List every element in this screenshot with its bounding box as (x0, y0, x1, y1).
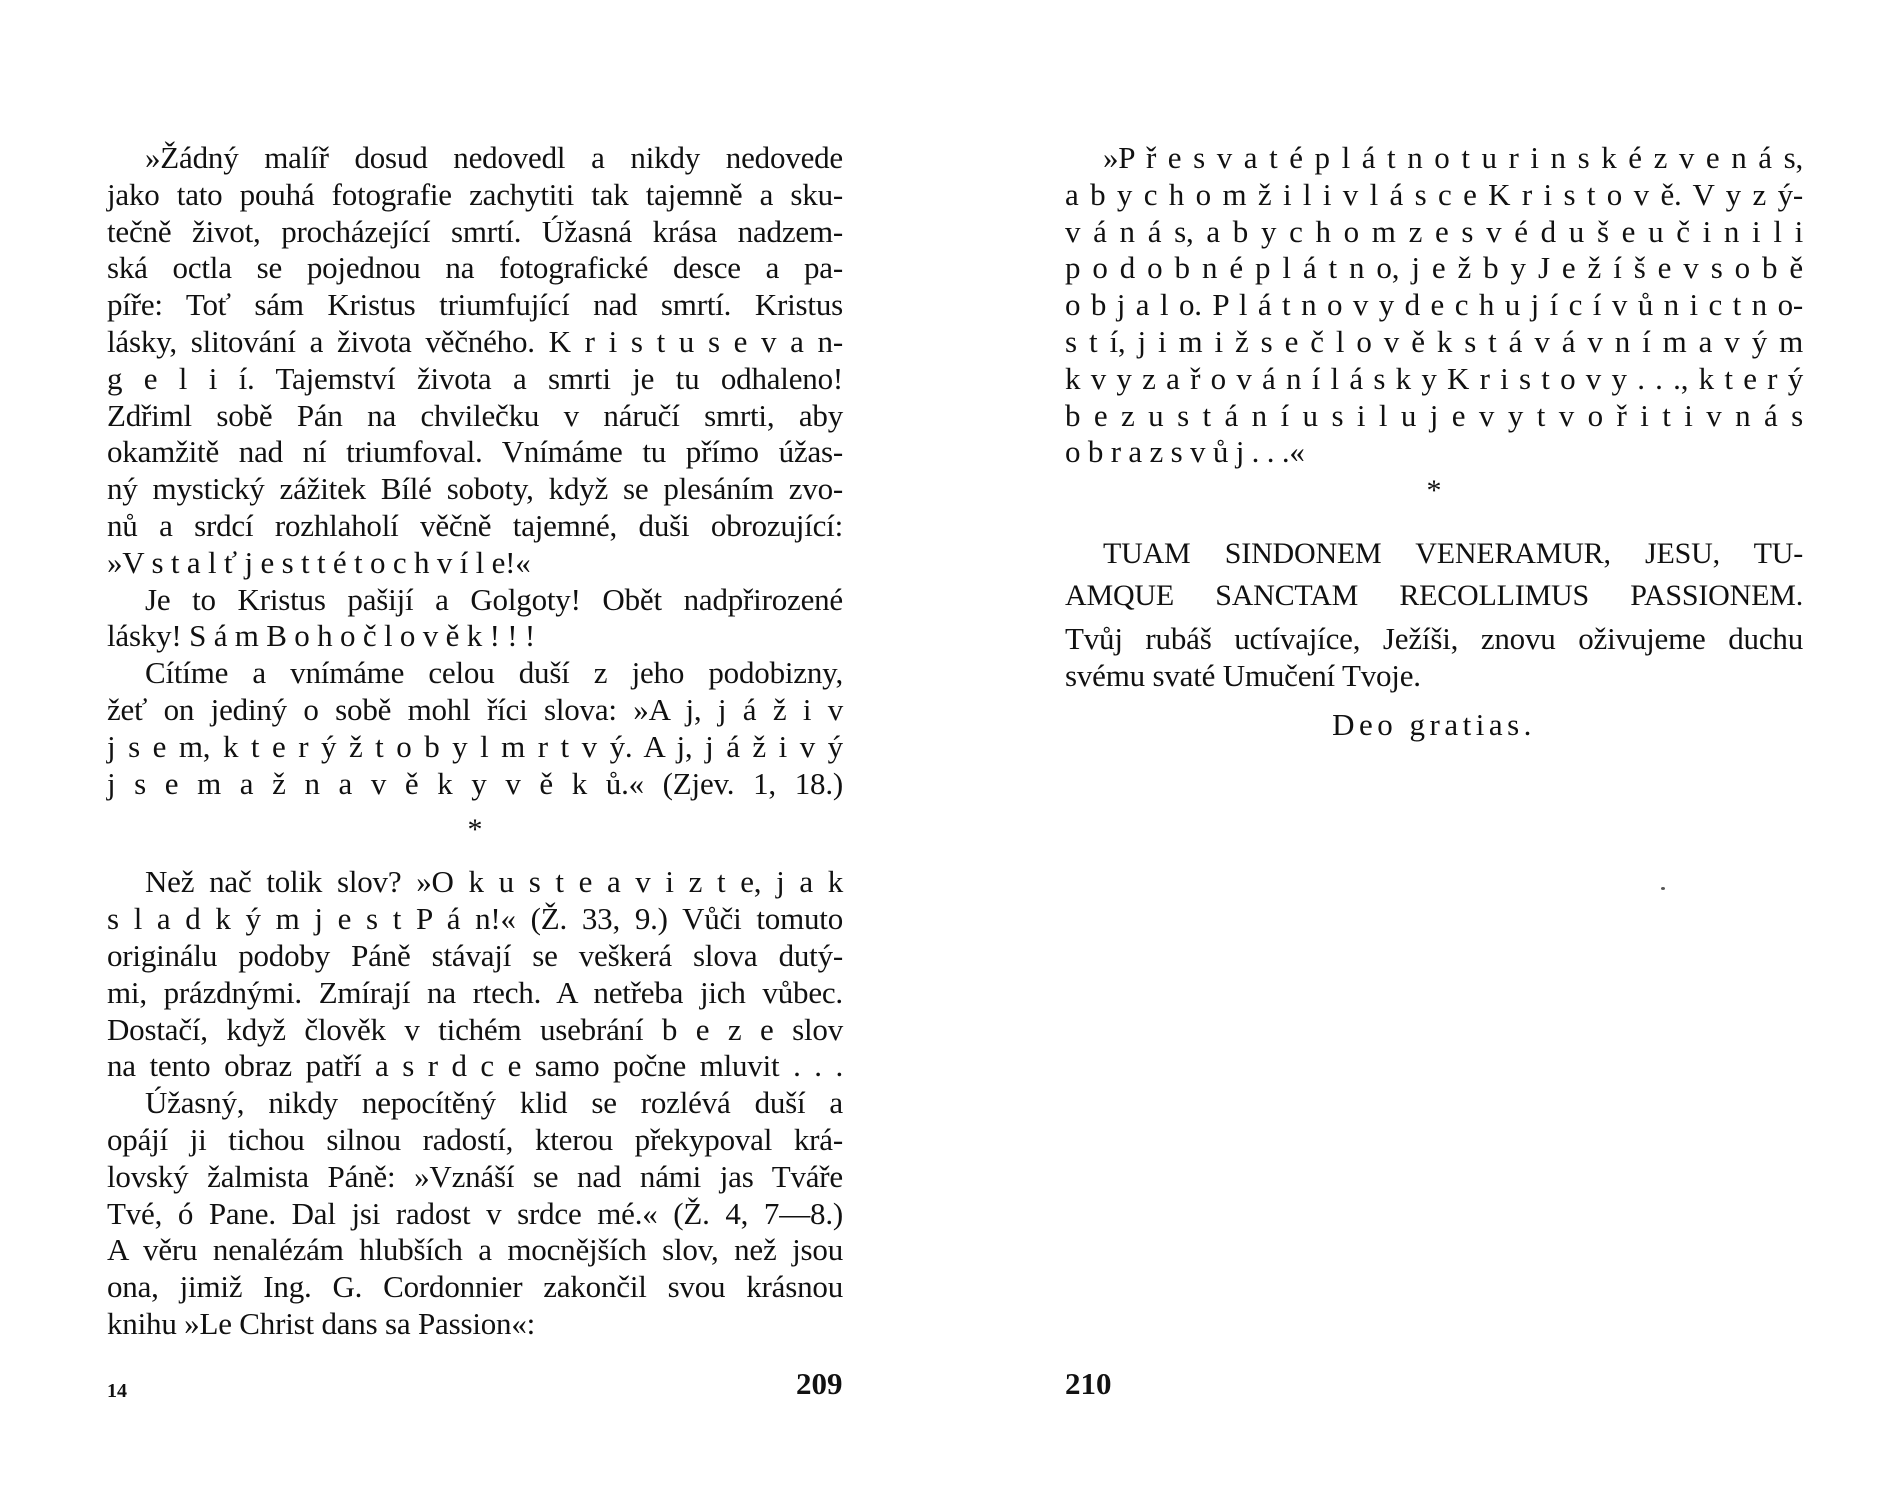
translation-line: svému svaté Umučení Tvoje. (1065, 657, 1421, 693)
text-line: lovský žalmista Páně: »Vznáší se nad námi jas Tváře (107, 1158, 843, 1194)
left-page-text-column (107, 140, 843, 1343)
text-line: ona, jimiž Ing. G. Cordonnier zakončil svou krásnou (107, 1269, 843, 1305)
text-line: o b r a z s v ů j . . .« (1065, 434, 1305, 470)
text-line: Úžasný, nikdy nepocítěný klid se rozlévá duší a (145, 1085, 843, 1121)
text-line: s t í, j i m i ž s e č l o v ě k s t á v á v n í m a v ý m (1065, 323, 1803, 359)
text-line: Dostačí, když člověk v tichém usebrání b e z e slov (107, 1011, 843, 1047)
text-line: »V s t a l ť j e s t t é t o c h v í l e!« (107, 544, 531, 580)
right-page (947, 0, 1894, 1500)
text-line: v á n á s, a b y c h o m z e s v é d u š e u č i n i l i (1065, 213, 1803, 249)
text-line: nů a srdcí rozhlaholí věčně tajemné, duši obrozující: (107, 507, 843, 543)
text-line: Tvé, ó Pane. Dal jsi radost v srdce mé.« (Ž. 4, 7—8.) (107, 1195, 843, 1231)
section-separator: * (1426, 474, 1442, 508)
text-line: mi, prázdnými. Zmírají na rtech. A netřeba jich vůbec. (107, 974, 843, 1010)
text-line: žeť on jediný o sobě mohl říci slova: »A j, j á ž i v (107, 691, 843, 727)
signature-mark: 14 (107, 1380, 127, 1402)
text-line: Cítíme a vnímáme celou duší z jeho podobizny, (145, 655, 843, 691)
section-separator: * (467, 813, 483, 847)
text-line: knihu »Le Christ dans sa Passion«: (107, 1305, 536, 1341)
text-line: o b j a l o. P l á t n o v y d e c h u j í c í v ů n i c t n o- (1065, 287, 1803, 323)
text-line: k v y z a ř o v á n í l á s k y K r i s t o v y . . ., k t e r ý (1065, 360, 1803, 396)
text-line: Zdřiml sobě Pán na chvilečku v náručí smrti, aby (107, 397, 843, 433)
text-line: tečně život, procházející smrtí. Úžasná krása nadzem- (107, 213, 843, 249)
text-line: píře: Toť sám Kristus triumfující nad smrtí. Kristus (107, 287, 843, 323)
text-line: okamžitě nad ní triumfoval. Vnímáme tu přímo úžas- (107, 434, 843, 470)
text-line: j s e m a ž n a v ě k y v ě k ů.« (Zjev. 1, 18.) (107, 765, 843, 801)
text-line: ný mystický zážitek Bílé soboty, když se plesáním zvo- (107, 471, 843, 507)
text-line: originálu podoby Páně stávají se veškerá slova dutý- (107, 937, 843, 973)
text-line: p o d o b n é p l á t n o, j e ž b y J e ž í š e v s o b ě (1065, 250, 1803, 286)
latin-prayer-line: AMQUE SANCTAM RECOLLIMUS PASSIONEM. (1065, 579, 1803, 613)
text-line: lásky! S á m B o h o č l o v ě k ! ! ! (107, 618, 536, 654)
text-line: lásky, slitování a života věčného. K r i s t u s e v a n- (107, 323, 843, 359)
text-line: A věru nenalézám hlubších a mocnějších slov, než jsou (107, 1232, 843, 1268)
text-line: j s e m, k t e r ý ž t o b y l m r t v ý. A j, j á ž i v ý (107, 728, 843, 764)
text-line: s l a d k ý m j e s t P á n!« (Ž. 33, 9.) Vůči tomuto (107, 901, 843, 937)
text-line: »P ř e s v a t é p l á t n o t u r i n s k é z v e n á s, (1103, 140, 1803, 175)
text-line: b e z u s t á n í u s i l u j e v y t v o ř i t i v n á s (1065, 397, 1803, 433)
latin-prayer-line: TUAM SINDONEM VENERAMUR, JESU, TU- (1103, 537, 1803, 571)
text-line: »Žádný malíř dosud nedovedl a nikdy nedovede (145, 140, 843, 175)
closing-line: Deo gratias. (1332, 706, 1536, 742)
page-number: 209 (796, 1366, 843, 1401)
text-line: opájí ji tichou silnou radostí, kterou překypoval krá- (107, 1121, 843, 1157)
page-number: 210 (1065, 1366, 1112, 1401)
text-line: g e l i í. Tajemství života a smrti je tu odhaleno! (107, 360, 843, 396)
right-page-text-column (1065, 140, 1803, 745)
translation (1065, 621, 1803, 695)
text-line: Než nač tolik slov? »O k u s t e a v i z t e, j a k (145, 864, 843, 900)
text-line: Je to Kristus pašijí a Golgoty! Obět nadpřirozené (145, 581, 843, 617)
text-line: a b y c h o m ž i l i v l á s c e K r i s t o v ě. V y z ý- (1065, 176, 1803, 212)
print-speck (1661, 887, 1665, 890)
text-line: jako tato pouhá fotografie zachytiti tak tajemně a sku- (107, 176, 843, 212)
translation-line: Tvůj rubáš uctívajíce, Ježíši, znovu oživujeme duchu (1065, 621, 1803, 657)
text-line: ská octla se pojednou na fotografické desce a pa- (107, 250, 843, 286)
text-line: na tento obraz patří a s r d c e samo počne mluvit . . . (107, 1048, 843, 1084)
